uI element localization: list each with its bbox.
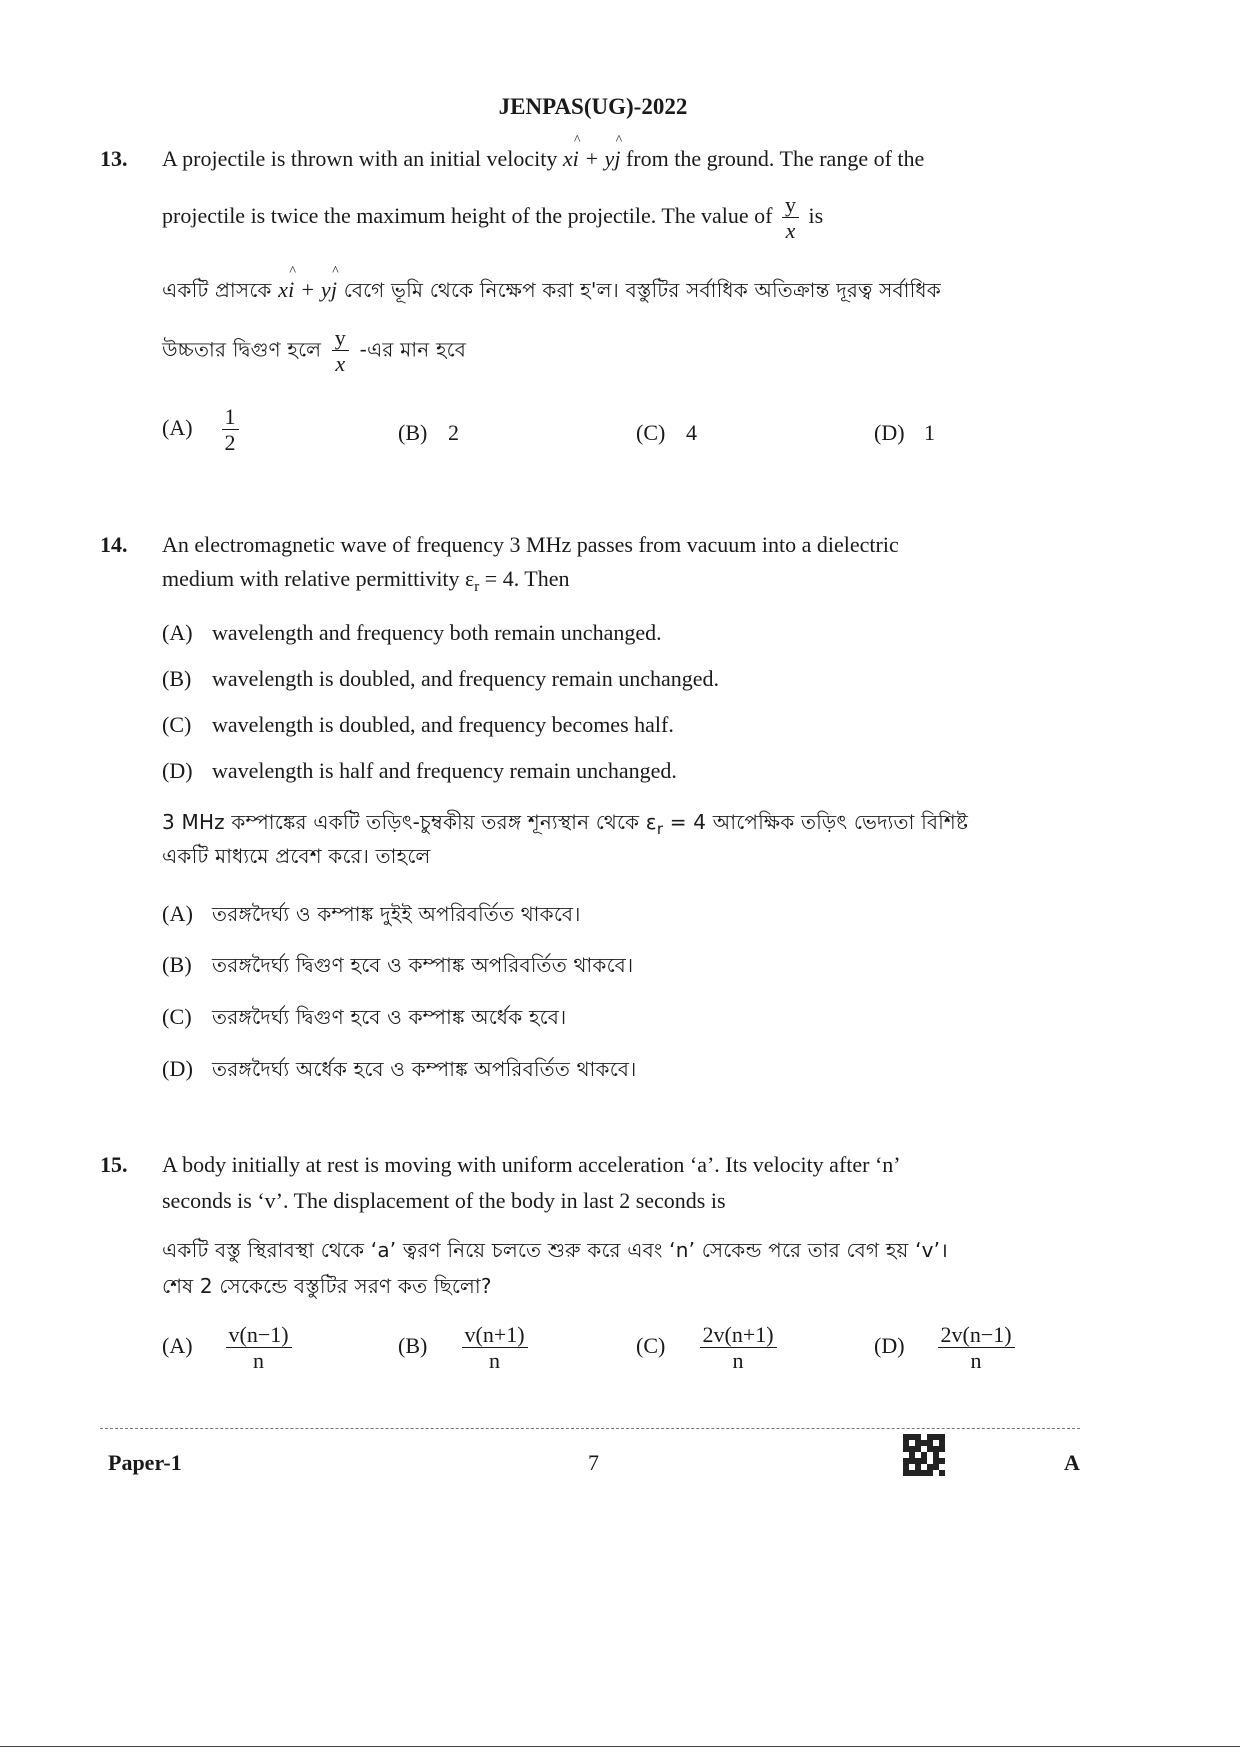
option-c-bn[interactable]: (C) তরঙ্গদৈর্ঘ্য দ্বিগুণ হবে ও কম্পাঙ্ক অর্ধেক হবে। — [162, 1004, 567, 1029]
option-c[interactable]: (C) 4 — [636, 420, 697, 445]
question-text-bn-line-2: একটি মাধ্যমে প্রবেশ করে। তাহলে — [162, 844, 431, 868]
option-d-fraction: $\frac{2v(n-1)}{n}$ — [938, 1322, 1015, 1374]
option-b-fraction: $\frac{v(n+1)}{n}$ — [462, 1322, 528, 1374]
option-c[interactable]: (C) $\frac{2v(n+1)}{n}$ — [636, 1322, 781, 1374]
question-text-en-line-1: An electromagnetic wave of frequency 3 MHz passes from vacuum into a dielectric — [162, 532, 899, 557]
question-text-en-line-1: A projectile is thrown with an initial velocity x^ i + y^ j from the ground. The range of the — [162, 146, 924, 172]
question-text-bn-line-1: 3 MHz কম্পাঙ্কের একটি তড়িৎ-চুম্বকীয় তরঙ্গ শূন্যস্থান থেকে $\varepsilon_r = 4$ আপেক্ষিক তড়িৎ ভেদ্যতা বিশিষ্ট — [162, 810, 969, 838]
question-number: 14. — [100, 532, 128, 557]
option-b[interactable]: (B) $\frac{v(n+1)}{n}$ — [398, 1322, 532, 1374]
fraction-y-over-x-bn: $\frac{y}{x}$ — [332, 325, 349, 377]
question-text-en-line-2: medium with relative permittivity $\varepsilon_r = 4$. Then — [162, 566, 570, 595]
option-b-bn[interactable]: (B) তরঙ্গদৈর্ঘ্য দ্বিগুণ হবে ও কম্পাঙ্ক অপরিবর্তিত থাকবে। — [162, 952, 634, 977]
page-number: 7 — [588, 1450, 599, 1475]
question-text-bn-line-2: শেষ 2 সেকেন্ডে বস্তুটির সরণ কত ছিলো? — [162, 1274, 492, 1298]
question-text-en-line-2: seconds is ‘v’. The displacement of the body in last 2 seconds is — [162, 1188, 726, 1213]
question-text-bn-line-1: একটি প্রাসকে x^ i + y^ j বেগে ভূমি থেকে নিক্ষেপ করা হ'ল। বস্তুটির সর্বাধিক অতিক্রান্ত দূরত্ব সর্বাধিক — [162, 276, 941, 309]
option-a[interactable]: (A) $\frac{v(n-1)}{n}$ — [162, 1322, 296, 1374]
page-bottom-border — [0, 1746, 1240, 1747]
paper-label: Paper-1 — [108, 1450, 182, 1475]
question-number: 13. — [100, 146, 128, 171]
question-number: 15. — [100, 1152, 128, 1177]
qr-code-icon — [903, 1434, 945, 1476]
option-c-en[interactable]: (C) wavelength is doubled, and frequency becomes half. — [162, 712, 674, 737]
option-a-bn[interactable]: (A) তরঙ্গদৈর্ঘ্য ও কম্পাঙ্ক দুইই অপরিবর্তিত থাকবে। — [162, 901, 581, 926]
option-a-fraction: $\frac{v(n-1)}{n}$ — [226, 1322, 292, 1374]
option-d[interactable]: (D) $\frac{2v(n-1)}{n}$ — [874, 1322, 1019, 1374]
exam-header: JENPAS(UG)-2022 — [498, 94, 688, 119]
option-d-en[interactable]: (D) wavelength is half and frequency remain unchanged. — [162, 758, 677, 783]
question-text-en-line-2: projectile is twice the maximum height of the projectile. The value of $\frac{y}{x}$ is — [162, 192, 824, 244]
footer-divider — [100, 1428, 1080, 1429]
velocity-vector: x^ i + y^ j — [563, 146, 621, 171]
fraction-y-over-x: $\frac{y}{x}$ — [782, 192, 799, 244]
option-a[interactable]: (A) $\frac{1}{2}$ — [162, 404, 243, 456]
option-a-en[interactable]: (A) wavelength and frequency both remain unchanged. — [162, 620, 662, 645]
option-d-bn[interactable]: (D) তরঙ্গদৈর্ঘ্য অর্ধেক হবে ও কম্পাঙ্ক অপরিবর্তিত থাকবে। — [162, 1056, 637, 1081]
question-text-bn-line-2: উচ্চতার দ্বিগুণ হলে $\frac{y}{x}$ -এর মান হবে — [162, 325, 467, 377]
velocity-vector-bn: x^ i + y^ j — [278, 277, 337, 302]
option-a-fraction: $\frac{1}{2}$ — [222, 404, 239, 456]
option-b-en[interactable]: (B) wavelength is doubled, and frequency remain unchanged. — [162, 666, 720, 691]
set-label: A — [1064, 1450, 1080, 1475]
option-c-fraction: $\frac{2v(n+1)}{n}$ — [700, 1322, 777, 1374]
option-b[interactable]: (B) 2 — [398, 420, 459, 445]
question-text-bn-line-1: একটি বস্তু স্থিরাবস্থা থেকে ‘a’ ত্বরণ নিয়ে চলতে শুরু করে এবং ‘n’ সেকেন্ড পরে তার বেগ হয় ‘v’। — [162, 1238, 949, 1262]
option-d[interactable]: (D) 1 — [874, 420, 935, 445]
question-text-en-line-1: A body initially at rest is moving with uniform acceleration ‘a’. Its velocity after ‘n’ — [162, 1152, 901, 1177]
